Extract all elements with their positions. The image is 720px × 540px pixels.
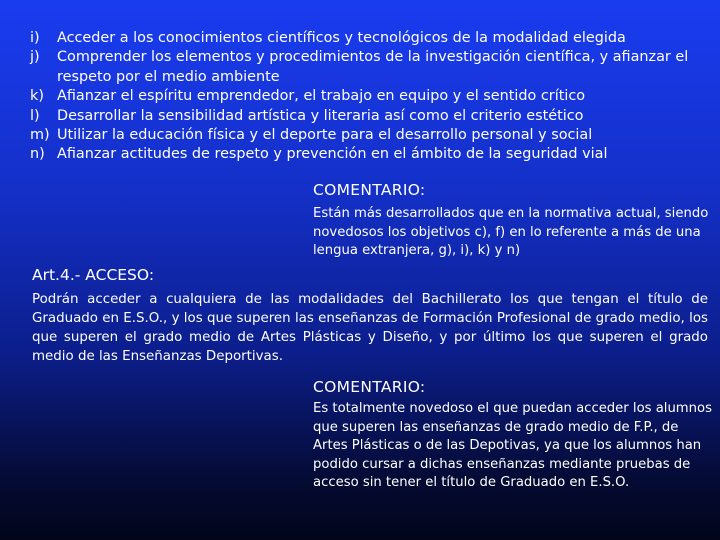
item-label: k) [30,88,44,105]
list-item [30,48,710,87]
article-title: Art.4.- ACCESO: [32,266,155,284]
article-body: Podrán acceder a cualquiera de las modalidades del Bachillerato los que tengan el título de Graduado en E.S.O., y los que superen las enseñanzas de Formación Profesional de grado medio, los que superen el grado medio de Artes Plásticas y Diseño, y por último los que superen el grado medio de las Enseñanzas Deportivas. [32,292,708,364]
list-item [30,87,710,106]
list-item [30,126,710,145]
item-text: Desarrollar la sensibilidad artística y literaria así como el criterio estético [57,107,584,124]
comment-body: Están más desarrollados que en la normativa actual, siendo novedosos los objetivos c), f) en lo referente a más de una lengua extranjera, g), i), k) y n) [313,206,709,259]
item-text: Afianzar actitudes de respeto y prevención en el ámbito de la seguridad vial [57,146,608,163]
item-label: l) [30,107,40,124]
comment-title: COMENTARIO: [313,378,426,396]
item-text: Acceder a los conocimientos científicos y tecnológicos de la modalidad elegida [57,30,626,46]
list-item [30,145,710,164]
item-label: n) [30,146,45,163]
objectives-list [30,29,710,165]
item-label: j) [30,49,40,66]
item-text: Comprender los elementos y procedimientos de la investigación científica, y afianzar el respeto por el medio ambiente [57,49,689,85]
item-label: m) [30,127,50,144]
list-item [30,107,710,126]
item-text: Utilizar la educación física y el deporte para el desarrollo personal y social [57,127,593,144]
item-label: i) [30,30,40,46]
list-item [30,29,710,48]
comment-title: COMENTARIO: [313,181,426,199]
comment-body: Es totalmente novedoso el que puedan acceder los alumnos que superen las enseñanzas de grado medio de F.P., de Artes Plásticas o de las Depotivas, ya que los alumnos han podido cursar a dichas enseñanzas mediante pruebas de acceso sin tener el título de Graduado en E.S.O. [313,401,712,491]
item-text: Afianzar el espíritu emprendedor, el trabajo en equipo y el sentido crítico [57,88,586,105]
